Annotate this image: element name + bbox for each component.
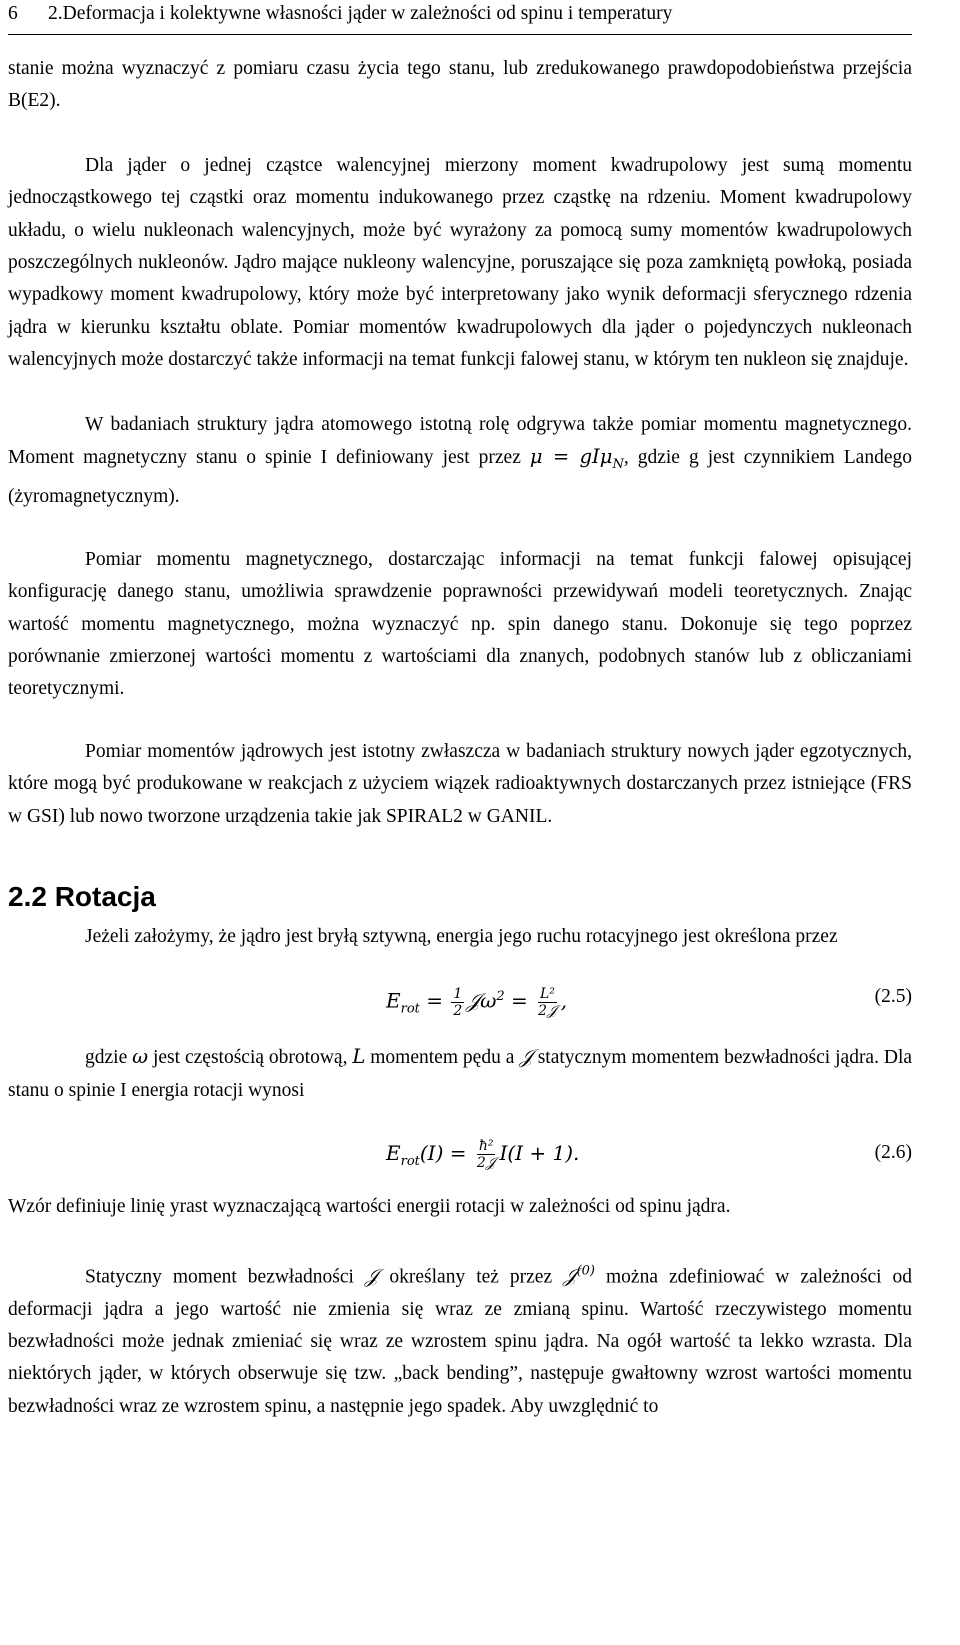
page-number: 6 (8, 3, 18, 24)
equation-2-5 (8, 971, 912, 1023)
paragraph-2: Dla jąder o jednej cząstce walencyjnej mierzony moment kwadrupolowy jest sumą momentu jednocząstkowego tej cząstki oraz momentu indukowanego przez cząstkę na rdzeniu. Moment kwadrupolowy układu, o wielu nukleonach walencyjnych, może być wyrażony za pomocą sumy momentów kwadrupolowych poszczególnych nukleonów. Jądro mające nukleony walencyjne, poruszające się poza zamkniętą powłoką, posiada wypadkowy moment kwadrupolowy, który może być interpretowany jako wynik deformacji sferycznego rdzenia jądra w kierunku kształtu oblate. Pomiar momentów kwadrupolowych dla jąder o pojedynczych nukleonach walencyjnych może dostarczyć także informacji na temat funkcji falowej stanu, w którym ten nukleon się znajduje. (8, 154, 912, 371)
equation-number: (2.6) (874, 1142, 912, 1164)
paragraph-9: Statyczny moment bezwładności 𝒥 określany też przez 𝒥$^{(0)}$ można zdefiniować w zależności od deformacji jądra a jego wartość nie zmienia się wraz ze zmianą spinu. Wartość rzeczywistego momentu bezwładności może jednak zmieniać się wraz ze wzrostem spinu jądra. Na ogół wartość ta lekko wzrasta. Dla niektórych jąder, w których obserwuje się tzw. „back bending”, następuje gwałtowny wzrost wartości momentu bezwładności wraz ze wzrostem spinu, a następnie jego spadek. Aby uwzględnić to (8, 1263, 913, 1417)
paragraph-5: Pomiar momentów jądrowych jest istotny zwłaszcza w badaniach struktury nowych jąder egzotycznych, które mogą być produkowane w reakcjach z użyciem wiązek radioaktywnych dostarczanych przez istniejące (FRS w GSI) lub nowo tworzone urządzenia takie jak SPIRAL2 w GANIL. (8, 740, 912, 827)
paragraph-8: Wzór definiuje linię yrast wyznaczającą wartości energii rotacji w zależności od spinu jądra. (8, 1196, 731, 1218)
section-heading: 2.2 Rotacja (8, 881, 156, 913)
angular-momentum-symbol: L (352, 1045, 366, 1069)
magnetic-moment-formula: μ = gIμ$_N$ (529, 445, 624, 472)
paragraph-3 (8, 409, 912, 514)
paragraph-4: Pomiar momentu magnetycznego, dostarczając informacji na temat funkcji falowej opisującej konfigurację danego stanu, umożliwia sprawdzenie poprawności przewidywań modeli teoretycznych. Znając wartość momentu magnetycznego, można wyznaczyć np. spin danego stanu. Dokonuje się tego poprzez porównanie zmierzonej wartości momentu z wartościami dla znanych, podobnych stanów lub z obliczaniami teoretycznymi. (8, 548, 912, 700)
paragraph-6: Jeżeli założymy, że jądro jest bryłą sztywną, energia jego ruchu rotacyjnego jest określona przez (85, 926, 838, 948)
omega-symbol: ω (132, 1045, 149, 1069)
inertia-symbol: 𝒥 (364, 1264, 379, 1288)
equation-2-6 (8, 1127, 912, 1179)
paragraph-7: gdzie ω jest częstością obrotową, L momentem pędu a 𝒥 statycznym momentem bezwładności jądra. Dla stanu o spinie I energia rotacji wynosi (8, 1045, 913, 1101)
equation-2-5-body: $E_{rot}$ = $\frac{1}{2}$ 𝒥ω$^2$ = $\frac{\text{L²}}{\text{2𝒥}}$ , (386, 986, 568, 1020)
equation-2-6-body: $E_{rot}(I)$ = $\frac{\text{ħ²}}{\text{2𝒥}}$ I(I + 1). (386, 1138, 580, 1172)
running-header (8, 0, 912, 35)
paragraph-1: stanie można wyznaczyć z pomiaru czasu życia tego stanu, lub zredukowanego prawdopodobieństwa przejścia B(E2). (8, 58, 912, 112)
inertia-symbol: 𝒥 (519, 1045, 533, 1069)
equation-number: (2.5) (874, 986, 912, 1008)
paragraph-3-text-end: , gdzie g jest czynnikiem Landego (żyromagnetycznym). (8, 447, 912, 508)
running-title: 2.Deformacja i kolektywne własności jąder w zależności od spinu i temperatury (48, 3, 673, 24)
paragraph-3-text: W badaniach struktury jądra atomowego istotną rolę odgrywa także pomiar momentu magnetycznego. Moment magnetyczny stanu o spinie I definiowany jest przez (8, 413, 912, 469)
inertia-zero-symbol: 𝒥$^{(0)}$ (563, 1263, 596, 1288)
document-page (8, 0, 912, 1423)
